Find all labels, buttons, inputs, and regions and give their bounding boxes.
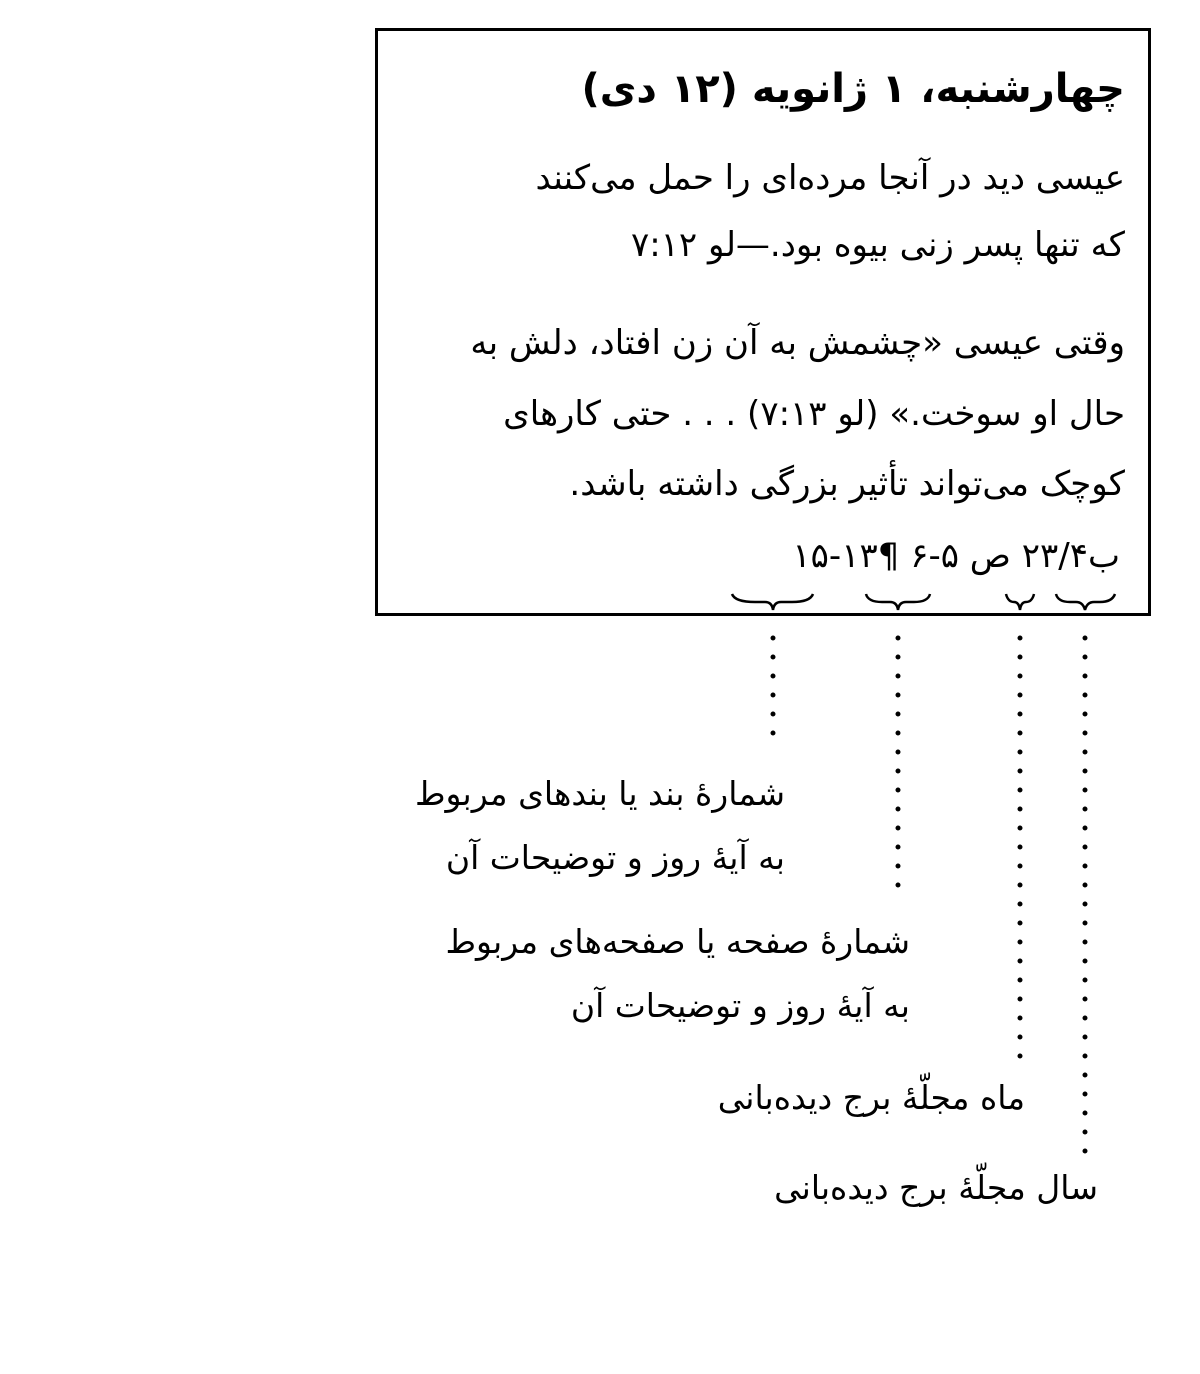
label-year: سال مجلّهٔ برج دیده‌بانی — [774, 1168, 1098, 1207]
label-paragraph-line-2: به آیهٔ روز و توضیحات آن — [445, 838, 785, 877]
label-page-line-1: شمارهٔ صفحه یا صفحه‌های مربوط — [445, 922, 910, 961]
verse-line-1: عیسی دید در آنجا مرده‌ای را حمل می‌کنند — [535, 158, 1125, 198]
brace-month — [1006, 594, 1034, 610]
comment-line-3: کوچک می‌تواند تأثیر بزرگی داشته باشد. — [569, 464, 1125, 504]
label-paragraph-line-1: شمارهٔ بند یا بندهای مربوط — [414, 774, 785, 813]
label-page-line-2: به آیهٔ روز و توضیحات آن — [570, 986, 910, 1025]
brace-page — [866, 594, 930, 610]
reference-line: ب۲۳/۴ ص ۵-۶ ¶۱۳-۱۵ — [792, 536, 1120, 576]
comment-line-1: وقتی عیسی «چشمش به آن زن افتاد، دلش به — [470, 323, 1125, 363]
brace-paragraph — [732, 594, 813, 610]
brace-year — [1056, 594, 1115, 610]
date-heading: چهارشنبه، ۱ ژانویه (۱۲ دی) — [581, 66, 1125, 112]
comment-line-2: حال او سوخت.» (لو ۷:۱۳) . . . حتی کارهای — [503, 394, 1125, 434]
label-page — [445, 910, 910, 1038]
label-month: ماه مجلّهٔ برج دیده‌بانی — [717, 1078, 1025, 1117]
label-paragraph — [415, 762, 785, 890]
verse-line-2: که تنها پسر زنی بیوه بود.—لو ۷:۱۲ — [630, 225, 1125, 265]
